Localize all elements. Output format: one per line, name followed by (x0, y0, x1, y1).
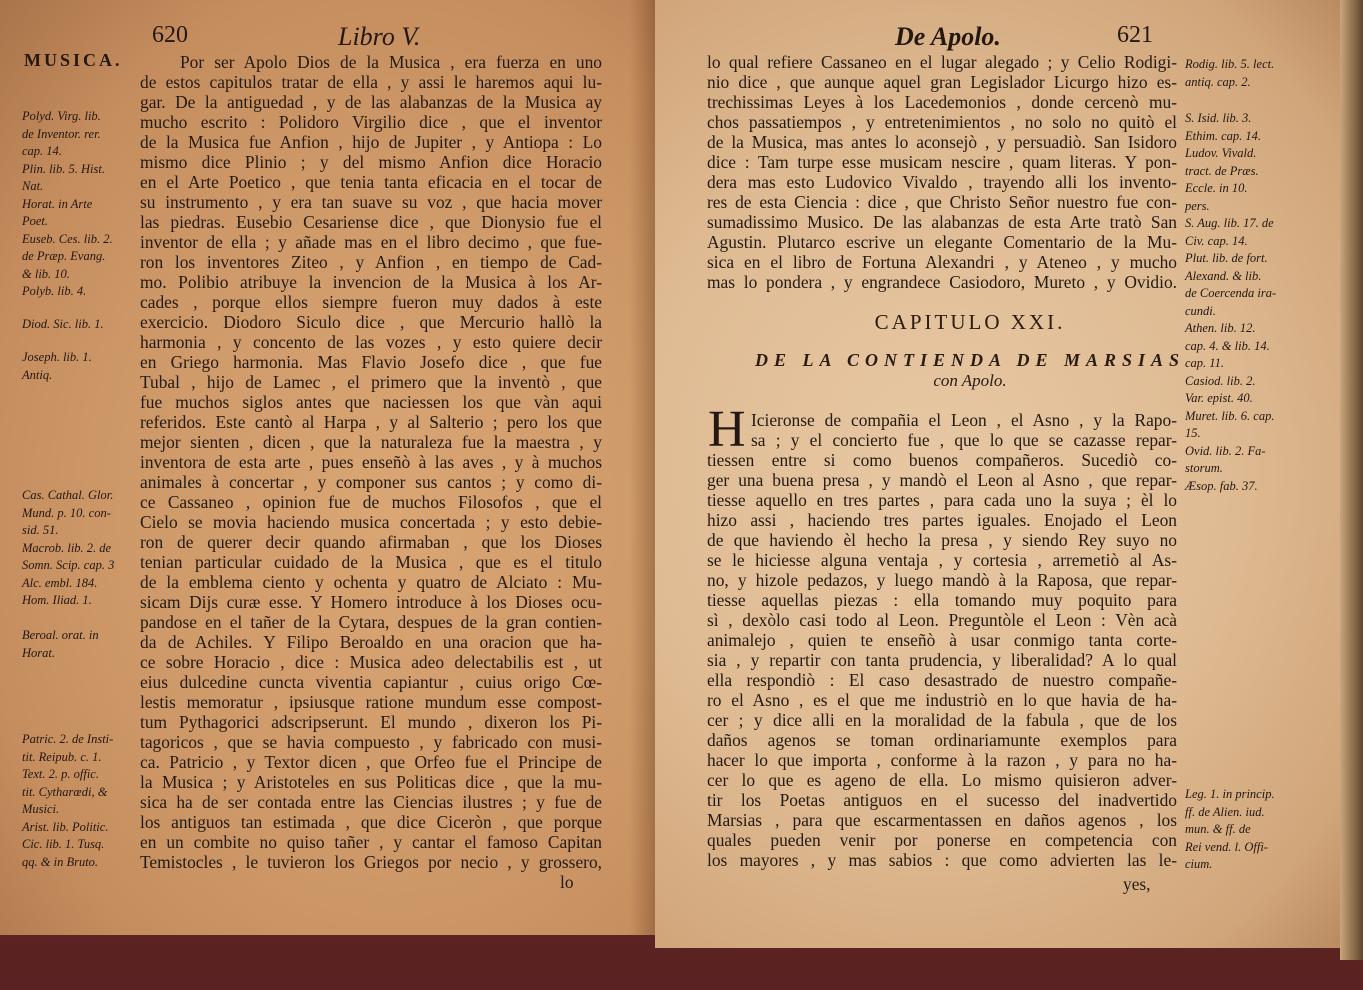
left-catchword: lo (560, 872, 574, 892)
text-line: mejor sienten , dicen , que la naturaleza fue la maestra , y (140, 432, 602, 452)
text-line: nio dice , que aunque aquel gran Legislador Licurgo hizo es- (707, 72, 1177, 92)
text-line: hacer lo que importa , conforme à la razon , y para no ha- (707, 750, 1177, 770)
text-line: cades , porque ellos siempre fueron muy dados à este (140, 292, 602, 312)
text-line: tir los Poetas antiguos en el sucesso del inadvertido (707, 790, 1177, 810)
text-line: dera mas esto Ludovico Vivaldo , trayendo alli los invento- (707, 172, 1177, 192)
text-line: trechissimas Leyes à los Lacedemonios , donde cercenò mu- (707, 92, 1177, 112)
text-line: ron de querer decir quando afirmaban , que los Dioses (140, 532, 602, 552)
text-line: sia , y repartir con tanta prudencia, y liberalidad? A lo qual (707, 650, 1177, 670)
text-line: la Musica ; y Aristoteles en sus Politicas dice , que la mu- (140, 772, 602, 792)
margin-note: Patric. 2. de Insti- tit. Reipub. c. 1. Text. 2. p. offic. tit. Cytharœdi, & Musici. Arist. lib. Politic. Cic. lib. 1. Tusq. qq. & in Bruto. (22, 732, 114, 869)
text-line: su instrumento , y era tan suave su voz , que hacia mover (140, 192, 602, 212)
text-line: res de esta Ciencia : dice , que Christo Señor nuestro fue con- (707, 192, 1177, 212)
margin-note: S. Isid. lib. 3. Ethim. cap. 14. Ludov. Vivald. tract. de Præs. Eccle. in 10. pers. S. Aug. lib. 17. de Civ. cap. 14. Plut. lib. de fort. Alexand. & lib. de Coercenda ira- cundi. Athen. lib. 12. cap. 4. & lib. 14. cap. 11. Casiod. lib. 2. Var. epist. 40. Muret. lib. 6. cap. 15. Ovid. lib. 2. Fa- storum. Æsop. fab. 37. (1185, 111, 1277, 493)
text-line: ro el Asno , es el que me industriò en lo que havia de ha- (707, 690, 1177, 710)
text-line: Temistocles , le tuvieron los Griegos por necio , y grossero, (140, 852, 602, 872)
text-line: Por ser Apolo Dios de la Musica , era fuerza en uno (180, 52, 602, 72)
left-running-title: Libro V. (338, 22, 421, 51)
left-margin-notes (22, 0, 134, 935)
text-line: se le hiciesse alguna ventaja , y cortesia , arremetiò al As- (707, 550, 1177, 570)
text-line: lo qual refiere Cassaneo en el lugar alegado ; y Celio Rodigi- (707, 52, 1177, 72)
text-line: ca. Patricio , y Textor dicen , que Orfeo fue el Principe de (140, 752, 602, 772)
text-line: pandose en el tañer de la Cytara, despues de la gran contien- (140, 612, 602, 632)
text-line: cer lo que es ageno de ella. Lo mismo quisieron adver- (707, 770, 1177, 790)
text-line: sica ha de ser contada entre las Ciencias ilustres ; y fue de (140, 792, 602, 812)
text-line: fue muchos siglos antes que naciessen los que vàn aqui (140, 392, 602, 412)
text-line: referidos. Este cantò al Harpa , y al Salterio ; pero los que (140, 412, 602, 432)
drop-cap: H (708, 401, 746, 458)
text-line: Cielo se movia haciendo musica concertada ; y esto debie- (140, 512, 602, 532)
text-line: cer ; y dice alli en la moralidad de la fabula , que de los (707, 710, 1177, 730)
left-page (0, 0, 655, 935)
fore-edge (1340, 0, 1363, 960)
text-line: en un combite no quiso tañer , y cantar el famoso Capitan (140, 832, 602, 852)
text-line: ger una buena presa , y mandò el Leon al Asno , que repar- (707, 470, 1177, 490)
text-line: harmonia , y concento de las vozes , y esto quiere decir (140, 332, 602, 352)
right-margin-notes (1185, 0, 1305, 935)
text-line: mucho escrito : Polidoro Virgilio dice , que el inventor (140, 112, 602, 132)
text-line: tum Pythagorici adscripserunt. El mundo , dixeron los Pi- (140, 712, 602, 732)
margin-note: Leg. 1. in princip. ff. de Alien. iud. mun. & ff. de Rei vend. l. Offi- cium. (1185, 787, 1275, 871)
text-line: tiesse aquello en tres partes , para cada uno la suya ; èl lo (707, 490, 1177, 510)
text-line: en Griego harmonia. Mas Flavio Josefo dice , que fue (140, 352, 602, 372)
text-line: ce sobre Horacio , dice : Musica adeo delectabilis est , ut (140, 652, 602, 672)
text-line: mo. Polibio atribuye la invencion de la Musica à los Ar- (140, 272, 602, 292)
margin-note: Beroal. orat. in Horat. (22, 628, 99, 660)
right-catchword: yes, (1123, 874, 1151, 894)
chapter-subtitle-2: con Apolo. (933, 371, 1007, 390)
left-page-number: 620 (152, 22, 188, 48)
text-line: en el Arte Poetico , que tenia tanta eficacia en el tocar de (140, 172, 602, 192)
text-line: sì , dexòlo casi todo al Leon. Preguntòle el Leon : Vèn acà (707, 610, 1177, 630)
side-title: MUSICA. (24, 50, 123, 70)
text-line: de la Musica fue Anfion , hijo de Jupiter , y Antiopa : Lo (140, 132, 602, 152)
text-line: tiesse aquellas piezas : ella tomando muy poquito para (707, 590, 1177, 610)
right-body-text (707, 52, 1177, 292)
margin-note: Joseph. lib. 1. Antiq. (22, 350, 92, 382)
left-body-text (140, 52, 602, 872)
text-line: tagoricos , que se havia compuesto , y fabricado con musi- (140, 732, 602, 752)
text-line: de la emblema ciento y ochenta y quatro de Alciato : Mu- (140, 572, 602, 592)
text-line: lestis memoratur , ipsiusque ratione mundum esse compost- (140, 692, 602, 712)
text-line: de estos capitulos tratar de ella , y assi le haremos aqui lu- (140, 72, 602, 92)
text-line: animales à concertar , y componer sus cantos ; y como di- (140, 472, 602, 492)
text-line: tiessen entre si como buenos compañeros. Sucediò co- (707, 450, 1177, 470)
text-line: da de Achiles. Y Filipo Beroaldo en una oracion que ha- (140, 632, 602, 652)
text-line: los mayores , y mas sabios : que como advierten las le- (707, 850, 1177, 870)
chapter-heading: CAPITULO XXI. (874, 310, 1066, 334)
text-line: daños agenos se toman ordinariamunte exemplos para (707, 730, 1177, 750)
text-line: tenian particular cuidado de la Musica , que es el titulo (140, 552, 602, 572)
text-line: hizo assi , haciendo tres partes iguales. Enojado el Leon (707, 510, 1177, 530)
text-line: eius dulcedine cuncta viventia capiantur , cuius origo Cœ- (140, 672, 602, 692)
right-page-number: 621 (1117, 22, 1153, 48)
chapter-subtitle: DE LA CONTIENDA DE MARSIAS (754, 350, 1186, 370)
text-line: Icieronse de compañia el Leon , el Asno , y la Rapo- (751, 410, 1177, 430)
text-line: animalejo , quien te enseñò à usar conmigo tanta corte- (707, 630, 1177, 650)
text-line: las piedras. Eusebio Cesariense dice , que Dionysio fue el (140, 212, 602, 232)
text-line: no, y hizole pedazos, y luego mandò à la Raposa, que repar- (707, 570, 1177, 590)
text-line: de que haviendo èl hecho la presa , y siendo Rey suyo no (707, 530, 1177, 550)
text-line: sicam Dijs curæ esse. Y Homero introduce à los Dioses ocu- (140, 592, 602, 612)
text-line: gar. De la antiguedad , y de las alabanzas de la Musica ay (140, 92, 602, 112)
text-line: ella respondiò : El caso desastrado de nuestro compañe- (707, 670, 1177, 690)
text-line: sumadissimo Musico. De las alabanzas de esta Arte tratò San (707, 212, 1177, 232)
text-line: ron los inventores Ziteo , y Anfion , en tiempo de Cad- (140, 252, 602, 272)
fable-text (707, 410, 1177, 870)
text-line: quales pueden venir por ponerse en competencia con (707, 830, 1177, 850)
text-line: mas lo pondera , y engrandece Casiodoro, Mureto , y Ovidio. (707, 272, 1177, 292)
text-line: de la Musica, mas antes lo aconsejò , y persuadiò. San Isidoro (707, 132, 1177, 152)
text-line: inventora de esta arte , pues enseñò à las aves , y à muchos (140, 452, 602, 472)
text-line: sica en el libro de Fortuna Alexandri , y Ateneo , y mucho (707, 252, 1177, 272)
text-line: sa ; y el concierto fue , que lo que se cazasse repar- (751, 430, 1177, 450)
right-page (655, 0, 1345, 948)
margin-note: Diod. Sic. lib. 1. (22, 317, 104, 331)
text-line: Marsias , para que escarmentassen en daños agenos , los (707, 810, 1177, 830)
text-line: Agustin. Plutarco escrive un elegante Comentario de la Mu- (707, 232, 1177, 252)
text-line: chos passatiempos , y entretenimientos , no solo no quitò el (707, 112, 1177, 132)
right-running-title: De Apolo. (895, 22, 1001, 51)
margin-note: Cas. Cathal. Glor. Mund. p. 10. con- sid. 51. Macrob. lib. 2. de Somn. Scip. cap. 3 Alc. embl. 184. Hom. Iliad. 1. (22, 488, 115, 607)
text-line: los antiguos tan estimada , que dice Ciceròn , que porque (140, 812, 602, 832)
margin-note: Rodig. lib. 5. lect. antiq. cap. 2. (1185, 57, 1275, 89)
text-line: exercicio. Diodoro Siculo dice , que Mercurio hallò la (140, 312, 602, 332)
text-line: mismo dice Plinio ; y del mismo Anfion dice Horacio (140, 152, 602, 172)
text-line: dice : Tam turpe esse musicam nescire , quam literas. Y pon- (707, 152, 1177, 172)
text-line: Tubal , hijo de Lamec , el primero que la inventò , que (140, 372, 602, 392)
margin-note: Polyd. Virg. lib. de Inventor. rer. cap. 14. Plin. lib. 5. Hist. Nat. Horat. in Arte Poet. Euseb. Ces. lib. 2. de Præp. Evang. & lib. 10. Polyb. lib. 4. (22, 109, 113, 298)
text-line: inventor de ella ; y añade mas en el libro decimo , que fue- (140, 232, 602, 252)
text-line: ce Cassaneo , opinion fue de muchos Filosofos , que el (140, 492, 602, 512)
